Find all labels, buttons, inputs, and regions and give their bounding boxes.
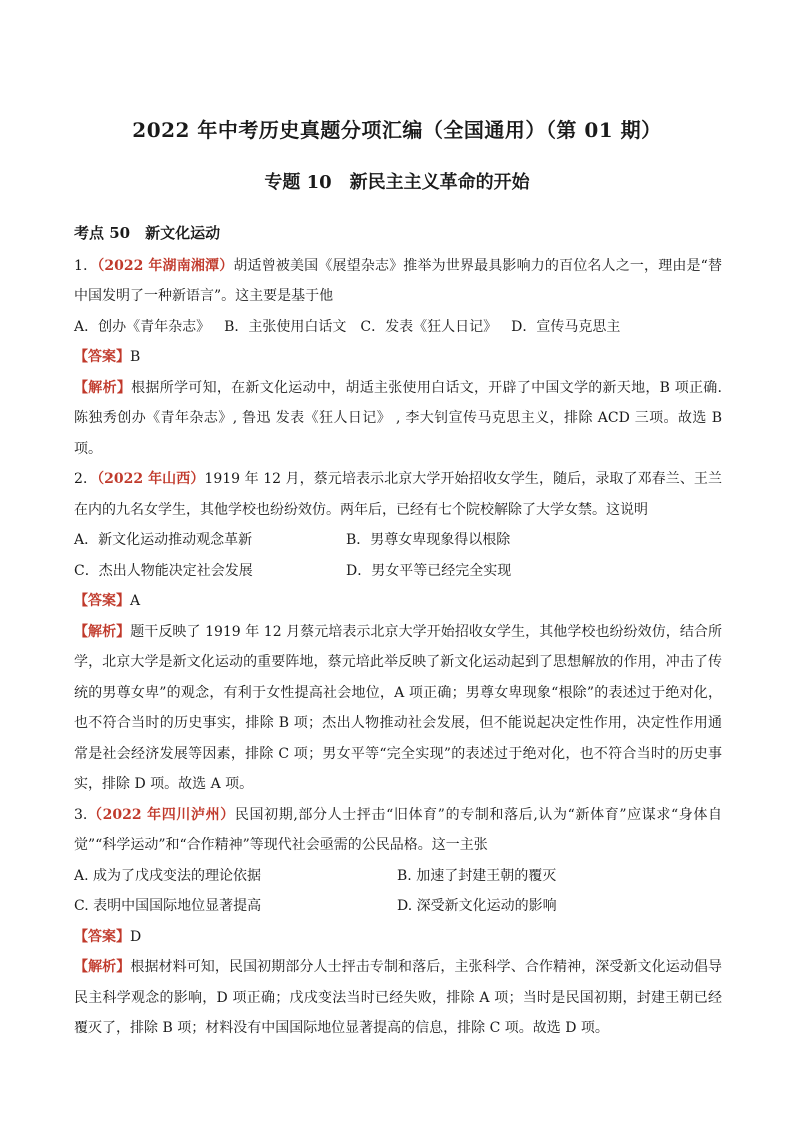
answer-value: D — [130, 928, 142, 945]
options-grid — [74, 861, 722, 922]
analysis-paragraph — [74, 373, 722, 465]
question-number: 3. — [74, 806, 88, 823]
options-grid — [74, 525, 722, 586]
analysis-text: 根据材料可知，民国初期部分人士抨击专制和落后，主张科学、合作精神，深受新文化运动倡导民主科学观念的影响，D 项正确；戊戌变法当时已经失败，排除 A 项；当时是民国初期，封建王朝已经覆灭了，排除 B 项；材料没有中国国际地位显著提高的信息，排除 C 项。故选 D 项。 — [74, 959, 723, 1036]
analysis-paragraph — [74, 952, 722, 1044]
option-a: A．新文化运动推动观念革新 — [74, 532, 253, 548]
option-b: B．主张使用白话文 — [224, 318, 347, 335]
answer-line — [74, 586, 722, 617]
question-text: 民国初期,部分人士抨击“旧体育”的专制和落后,认为“新体育”应谋求“身体自觉”“科学运动”和“合作精神”等现代社会亟需的公民品格。这一主张 — [74, 806, 723, 853]
question-1 — [74, 251, 722, 465]
question-source: （2022 年四川泸州） — [87, 806, 235, 823]
answer-tag: 【答案】 — [74, 928, 130, 945]
option-b: B. 加速了封建王朝的覆灭 — [397, 867, 557, 884]
option-d: D．宣传马克思主 — [511, 318, 621, 335]
option-d: D. 深受新文化运动的影响 — [397, 898, 557, 914]
option-d: D．男女平等已经完全实现 — [346, 562, 512, 579]
question-3 — [74, 800, 722, 1044]
analysis-tag: 【解析】 — [74, 623, 131, 640]
question-stem — [74, 251, 722, 312]
answer-line — [74, 342, 722, 373]
option-c: C．发表《狂人日记》 — [360, 318, 498, 335]
answer-tag: 【答案】 — [74, 593, 130, 609]
question-source: （2022 年山西） — [97, 471, 205, 487]
question-source: （2022 年湖南湘潭） — [97, 257, 234, 274]
answer-value: A — [130, 593, 141, 609]
question-stem — [74, 800, 722, 861]
option-c: C. 表明中国国际地位显著提高 — [74, 898, 262, 914]
document-title: 2022 年中考历史真题分项汇编（全国通用）（第 01 期） — [132, 118, 662, 142]
answer-value: B — [130, 349, 141, 365]
option-c: C．杰出人物能决定社会发展 — [74, 562, 253, 579]
question-number: 1． — [74, 257, 98, 274]
topic-subtitle: 专题 10 新民主主义革命的开始 — [264, 172, 530, 193]
analysis-text: 根据所学可知，在新文化运动中，胡适主张使用白话文，开辟了中国文学的新天地，B 项正确. 陈独秀创办《青年杂志》, 鲁迅 发表《狂人日记》 , 李大钊宣传马克思主义，排除 ACD 三项。故选 B 项。 — [74, 379, 723, 457]
analysis-text: 题干反映了 1919 年 12 月蔡元培表示北京大学开始招收女学生，其他学校也纷纷效仿，结合所学，北京大学是新文化运动的重要阵地，蔡元培此举反映了新文化运动起到了思想解放的作用，冲击了传统的男尊女卑”的观念，有利于女性提高社会地位，A 项正确；男尊女卑现象“根除”的表述过于绝对化，也不符合当时的历史事实，排除 B 项；杰出人物推动社会发展，但不能说起决定性作用，决定性作用通常是社会经济发展等因素，排除 C 项；男女平等“完全实现”的表述过于绝对化，也不符合当时的历史事实，排除 D 项。故选 A 项。 — [74, 623, 722, 792]
option-a: A．创办《青年杂志》 — [74, 318, 211, 335]
question-text: 1919 年 12 月，蔡元培表示北京大学开始招收女学生，随后，录取了邓春兰、王兰在内的九名女学生，其他学校也纷纷效仿。两年后，已经有七个院校解除了大学女禁。这说明 — [74, 471, 722, 518]
question-text: 胡适曾被美国《展望杂志》推举为世界最具影响力的百位名人之一，理由是“替中国发明了一种新语言”。这主要是基于他 — [74, 257, 722, 304]
answer-line — [74, 922, 722, 953]
option-b: B．男尊女卑现象得以根除 — [346, 532, 511, 548]
analysis-paragraph — [74, 617, 722, 800]
option-a: A. 成为了戊戌变法的理论依据 — [74, 867, 262, 884]
question-number: 2． — [74, 471, 98, 487]
answer-tag: 【答案】 — [74, 349, 130, 365]
analysis-tag: 【解析】 — [74, 379, 132, 396]
analysis-tag: 【解析】 — [74, 959, 131, 975]
question-2 — [74, 464, 722, 800]
options-row — [74, 312, 722, 343]
question-stem — [74, 464, 722, 525]
section-heading: 考点 50 新文化运动 — [74, 224, 221, 242]
document-body — [74, 218, 722, 1044]
